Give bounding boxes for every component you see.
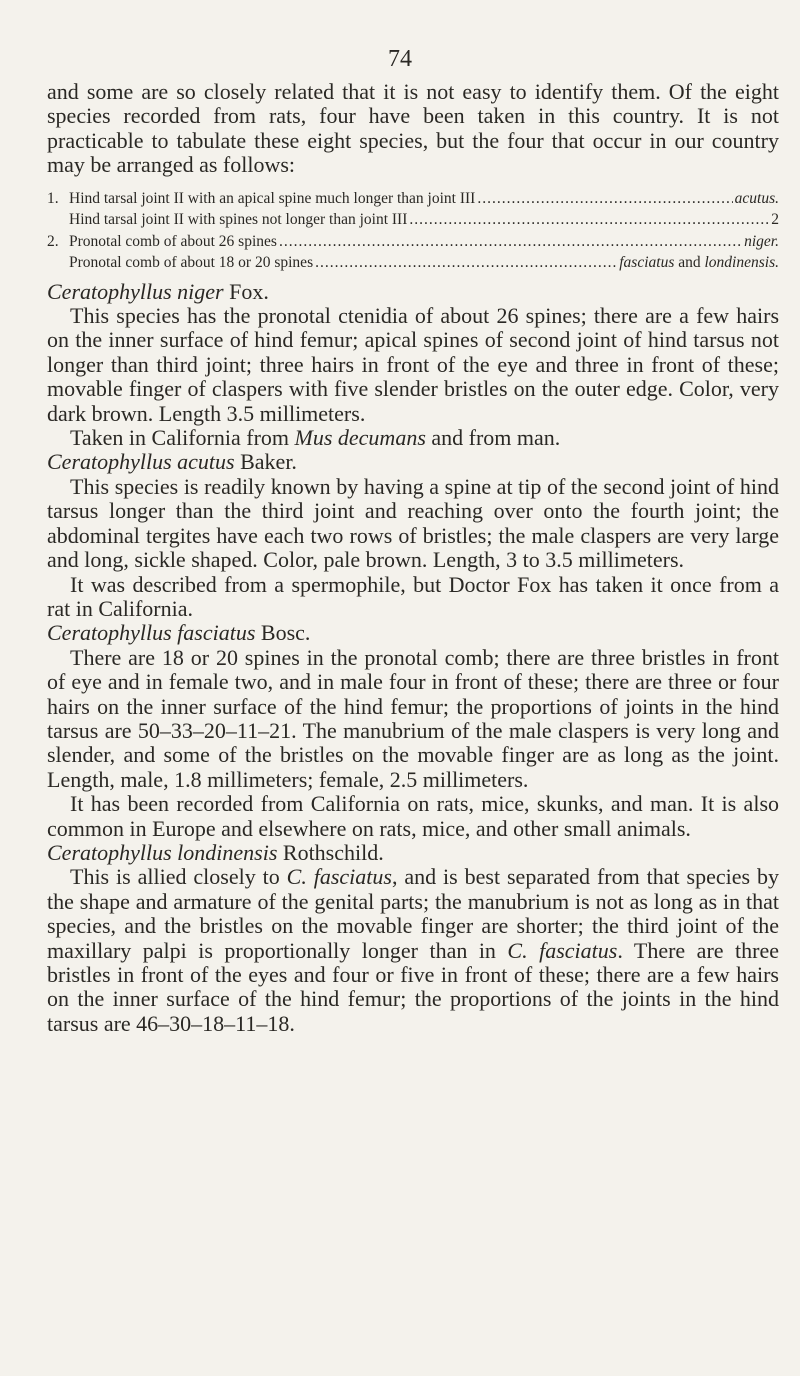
key-number: [47, 209, 69, 231]
species-paragraph: It has been recorded from California on rats, mice, skunks, and man. It is also common in Europe and elsewhere on rats, mice, and other small animals.: [47, 791, 779, 841]
key-result-and: and: [674, 254, 705, 272]
key-leader: [409, 209, 769, 231]
species-author: Fox.: [223, 278, 269, 304]
key-number: 1.: [47, 189, 59, 207]
intro-paragraph: and some are so closely related that it is not easy to identify them. Of the eight species recorded from rats, four have been taken in this country. It is not practicable to tabulate these eight species, but the four that occur in our country may be arranged as follows:: [47, 79, 779, 178]
species-paragraph: [47, 865, 779, 1036]
page-body: [47, 80, 779, 1036]
species-paragraph: This species has the pronotal ctenidia of about 26 spines; there are a few hairs on the inner surface of hind femur; apical spines of second joint of hind tarsus not longer than third joint; three hairs in front of the eye and three in front of these; movable finger of claspers with five slender bristles on the outer edge. Color, very dark brown. Length 3.5 millimeters.: [47, 303, 779, 426]
species-reference: C. fasciatus: [286, 864, 392, 890]
key-leader: [315, 252, 617, 274]
key-result-fasciatus: fasciatus: [619, 254, 675, 272]
key-number: 2.: [47, 232, 59, 250]
key-row: [47, 188, 779, 210]
species-heading: [47, 841, 779, 865]
species-paragraph: There are 18 or 20 spines in the pronotal comb; there are three bristles in front of eye and in female two, and in male four in front of these; there are three or four hairs on the inner surface of the hind femur; the proportions of joints in the hind tarsus are 50–33–20–11–21. The manubrium of the male claspers is very long and slender, and some of the bristles on the movable finger are as long as the joint. Length, male, 1.8 millimeters; female, 2.5 millimeters.: [47, 644, 779, 792]
species-name: Ceratophyllus fasciatus: [47, 620, 256, 646]
species-name: Ceratophyllus acutus: [47, 449, 235, 475]
key-text: Pronotal comb of about 18 or 20 spines: [69, 254, 314, 272]
para-text: , and is best separated from that species by the shape and armature of the genital parts; the manubrium is not as long as in that species, and the bristles on the movable finger are shorter; the third joint of the maxillary palpi is proportionally longer than in: [47, 864, 779, 963]
key-leader: [477, 188, 732, 210]
key-result: niger.: [744, 232, 779, 250]
key-number: [47, 252, 69, 274]
species-heading: [47, 621, 779, 645]
key-result-londinensis: londinensis.: [704, 254, 779, 272]
species-paragraph: [47, 426, 779, 450]
key-leader: [279, 231, 742, 253]
species-name: Ceratophyllus londinensis: [47, 839, 278, 865]
taken-pre: Taken in California from: [70, 425, 295, 451]
identification-key: [47, 188, 779, 274]
species-author: Rothschild.: [277, 839, 384, 865]
key-row: [47, 231, 779, 253]
key-result: 2: [771, 211, 779, 229]
taken-post: and from man.: [425, 425, 561, 451]
species-reference: C. fasciatus: [507, 937, 618, 963]
species-name: Ceratophyllus niger: [47, 278, 224, 304]
species-author: Baker.: [234, 449, 297, 475]
key-text: Hind tarsal joint II with an apical spine much longer than joint III: [69, 189, 476, 207]
key-row: [47, 252, 779, 274]
species-heading: [47, 280, 779, 304]
host-name: Mus decumans: [294, 425, 426, 451]
key-text: Hind tarsal joint II with spines not longer than joint III: [69, 211, 408, 229]
page-number: 74: [388, 46, 412, 72]
key-row: [47, 209, 779, 231]
para-text: This is allied closely to: [70, 864, 287, 890]
key-result: acutus.: [734, 189, 779, 207]
species-paragraph: It was described from a spermophile, but Doctor Fox has taken it once from a rat in California.: [47, 571, 779, 621]
key-result: [619, 252, 779, 274]
species-paragraph: This species is readily known by having a spine at tip of the second joint of hind tarsus longer than the third joint and reaching over onto the fourth joint; the abdominal tergites have each two rows of bristles; the male claspers are very large and long, sickle shaped. Color, pale brown. Length, 3 to 3.5 millimeters.: [47, 473, 779, 573]
para-text: . There are three bristles in front of the eyes and four or five in front of these; there are a few hairs on the inner surface of the hind femur; the proportions of the joints in the hind tarsus are 46–30–18–11–18.: [47, 937, 779, 1036]
key-text: Pronotal comb of about 26 spines: [69, 232, 277, 250]
species-heading: [47, 450, 779, 474]
species-author: Bosc.: [255, 620, 311, 646]
